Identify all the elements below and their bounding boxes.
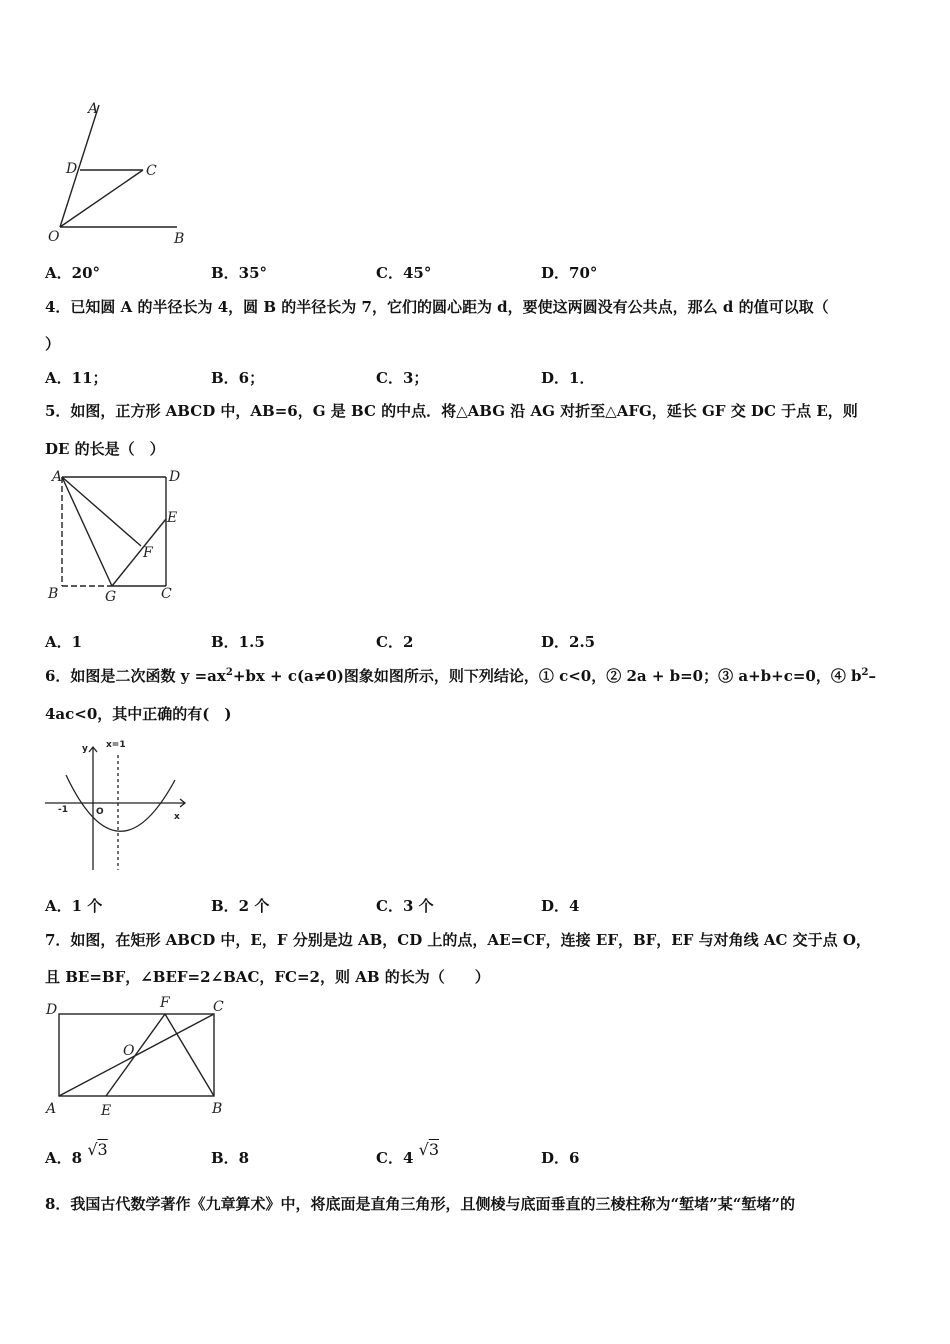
q5-option-b: B．1.5: [211, 633, 265, 651]
q7-option-a: A．8 √3: [45, 1140, 108, 1167]
label-axis-line: x=1: [106, 740, 126, 750]
label-g: G: [105, 589, 117, 605]
label-c: C: [213, 999, 224, 1015]
q5-option-a: A．1: [45, 633, 83, 651]
sqrt-symbol: √3: [418, 1140, 440, 1159]
q7-option-c: C．4 √3: [376, 1140, 440, 1167]
label-o: O: [48, 229, 60, 245]
q4-text-line2: ）: [45, 335, 61, 353]
figure-angle: [40, 95, 200, 250]
q3-option-c: C．45°: [376, 264, 432, 282]
q7-option-b: B．8: [211, 1149, 250, 1167]
diagonal-ac: [59, 1014, 214, 1096]
q5-text-line1: 5．如图，正方形 ABCD 中，AB=6，G 是 BC 的中点．将△ABG 沿 AG 对折至△AFG，延长 GF 交 DC 于点 E，则: [45, 402, 858, 420]
q7-option-d: D．6: [541, 1149, 580, 1167]
label-f: F: [143, 545, 153, 561]
segment-af: [62, 477, 141, 546]
label-d: D: [66, 161, 78, 177]
q4-text-line1: 4．已知圆 A 的半径长为 4，圆 B 的半径长为 7，它们的圆心距为 d，要使这两圆没有公共点，那么 d 的值可以取（: [45, 298, 829, 316]
label-x: x: [174, 812, 180, 822]
label-d: D: [169, 469, 181, 485]
figure-rectangle: [40, 992, 240, 1122]
label-a: A: [46, 1101, 57, 1117]
q4-option-b: B．6；: [211, 369, 265, 387]
label-d: D: [46, 1002, 58, 1018]
label-origin: O: [96, 807, 104, 817]
segment-ge: [112, 519, 166, 586]
q5-option-c: C．2: [376, 633, 414, 651]
label-c: C: [146, 163, 157, 179]
q8-text-line1: 8．我国古代数学著作《九章算术》中，将底面是直角三角形，且侧棱与底面垂直的三棱柱称为“堑堵”某“堑堵”的: [45, 1195, 795, 1213]
label-a: A: [52, 469, 63, 485]
q7-text-line2: 且 BE=BF，∠BEF=2∠BAC，FC=2，则 AB 的长为（ ）: [45, 968, 490, 986]
q3-option-a: A．20°: [45, 264, 101, 282]
segment-ag: [62, 477, 112, 586]
q4-option-d: D．1．: [541, 369, 595, 387]
segment-oc: [60, 170, 143, 227]
q6-text-line1: 6．如图是二次函数 $y =ax^2+bx + c(a\ne 0)$图象如图所示，则下列结论，① c<0，② 2a + b=0；③ a+b+c=0，④ $b^2-$: [45, 667, 877, 685]
label-minus-one: -1: [58, 805, 68, 815]
q6-option-a: A．1 个: [45, 897, 103, 915]
label-e: E: [167, 510, 178, 526]
label-f: F: [160, 995, 170, 1011]
q7-text-line1: 7．如图，在矩形 ABCD 中，E，F 分别是边 AB，CD 上的点，AE=CF，连接 EF，BF，EF 与对角线 AC 交于点 O，: [45, 931, 871, 949]
q6-option-b: B．2 个: [211, 897, 270, 915]
label-y: y: [82, 744, 88, 754]
q5-text-line2: DE 的长是（ ）: [45, 440, 165, 458]
figure-square: [40, 462, 200, 607]
q5-option-d: D．2.5: [541, 633, 596, 651]
q3-option-d: D．70°: [541, 264, 598, 282]
q3-option-b: B．35°: [211, 264, 268, 282]
q4-option-c: C．3；: [376, 369, 429, 387]
label-c: C: [161, 586, 172, 602]
q6-option-d: D．4: [541, 897, 580, 915]
label-e: E: [101, 1103, 112, 1119]
q4-option-a: A．11；: [45, 369, 108, 387]
q6-option-c: C．3 个: [376, 897, 434, 915]
label-b: B: [48, 586, 59, 602]
label-a: A: [88, 101, 99, 117]
sqrt-symbol: √3: [87, 1140, 108, 1159]
segment-ef: [106, 1014, 165, 1096]
q6-text-line2: 4ac<0，其中正确的有( ): [45, 705, 232, 723]
figure-parabola: [40, 735, 200, 875]
label-b: B: [174, 231, 185, 247]
label-b: B: [212, 1101, 223, 1117]
label-o: O: [123, 1043, 135, 1059]
